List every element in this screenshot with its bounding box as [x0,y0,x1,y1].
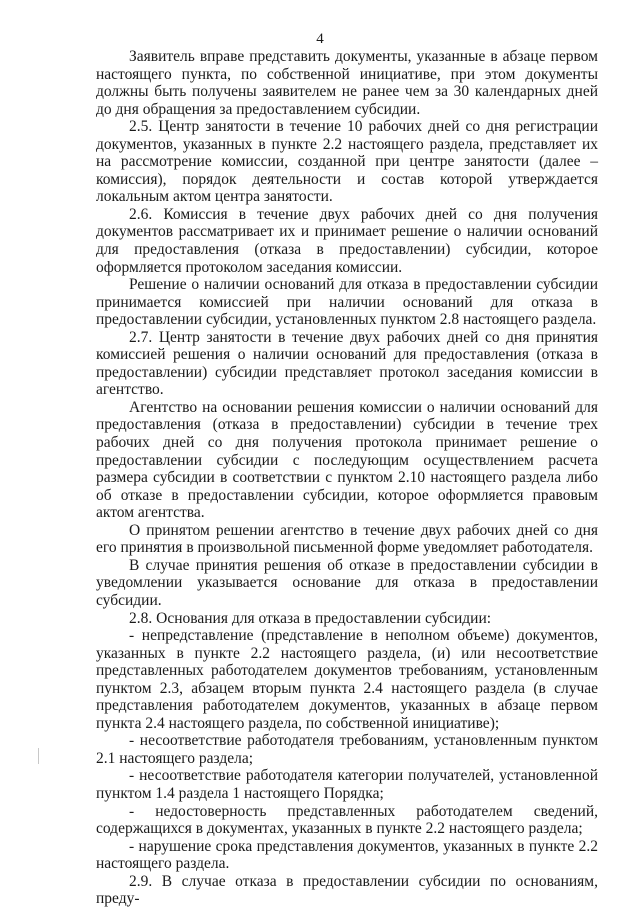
paragraph-notification: О принятом решении агентство в течение двух рабочих дней со дня его принятия в произвольной письменной форме уведомляет работодателя. [96,521,598,557]
list-item-requirements-mismatch: - несоответствие работодателя требованиям, установленным пунктом 2.1 настоящего раздела; [96,732,598,767]
paragraph-2-8: 2.8. Основания для отказа в предоставлении субсидии: [129,609,492,627]
list-item-category-mismatch: - несоответствие работодателя категории получателей, установленной пунктом 1.4 раздела 1 настоящего Порядка; [96,767,598,802]
margin-mark [38,748,39,764]
paragraph-refusal-decision: Решение о наличии оснований для отказа в предоставлении субсидии принимается комиссией при наличии оснований для отказа в предоставлении субсидии, установленных пунктом 2.8 настоящего раздела. [96,276,598,329]
page-number: 4 [316,31,324,47]
paragraph-refusal-reason: В случае принятия решения об отказе в предоставлении субсидии в уведомлении указывается основание для отказа в предоставлении субсидии. [96,556,598,609]
paragraph-2-5: 2.5. Центр занятости в течение 10 рабочих дней со дня регистрации документов, указанных в пункте 2.2 настоящего раздела, представляет их на рассмотрение комиссии, созданной при центре занятости (далее – комиссия), порядок деятельности и состав которой утверждается локальным актом центра занятости. [96,118,598,206]
paragraph-agency-decision: Агентство на основании решения комиссии о наличии оснований для предоставления (отказа в предоставлении) субсидии в течение трех рабочих дней со дня получения протокола принимает решение о предоставлении субсидии с последующим осуществлением расчета размера субсидии в соответствии с пунктом 2.10 настоящего раздела либо об отказе в предоставлении субсидии, которое оформляется правовым актом агентства. [96,398,598,522]
list-item-nonsubmission: - непредставление (представление в неполном объеме) документов, указанных в пункте 2.2 настоящего раздела, (и) или несоответствие представленных работодателем документов требованиям, установленным пунктом 2.3, абзацем вторым пункта 2.4 настоящего раздела (в случае представления работодателем документов, указанных в абзаце первом пункта 2.4 настоящего раздела, по собственной инициативе); [96,627,598,732]
paragraph-2-6: 2.6. Комиссия в течение двух рабочих дней со дня получения документов рассматривает их и принимает решение о наличии оснований для предоставления (отказа в предоставлении) субсидии, которое оформляется протоколом заседания комиссии. [96,205,598,276]
list-item-deadline-violation: - нарушение срока представления документов, указанных в пункте 2.2 настоящего раздела. [96,837,598,873]
body-text [96,48,598,908]
paragraph-applicant-docs: Заявитель вправе представить документы, указанные в абзаце первом настоящего пункта, по собственной инициативе, при этом документы должны быть получены заявителем не ранее чем за 30 календарных дней до дня обращения за предоставлением субсидии. [96,48,598,118]
paragraph-2-7: 2.7. Центр занятости в течение двух рабочих дней со дня принятия комиссией решения о наличии оснований для предоставления (отказа в предоставлении) субсидии представляет протокол заседания комиссии в агентство. [96,328,598,399]
paragraph-2-9: 2.9. В случае отказа в предоставлении субсидии по основаниям, преду- [96,872,598,908]
list-item-false-information: - недостоверность представленных работодателем сведений, содержащихся в документах, указанных в пункте 2.2 настоящего раздела; [96,802,598,838]
